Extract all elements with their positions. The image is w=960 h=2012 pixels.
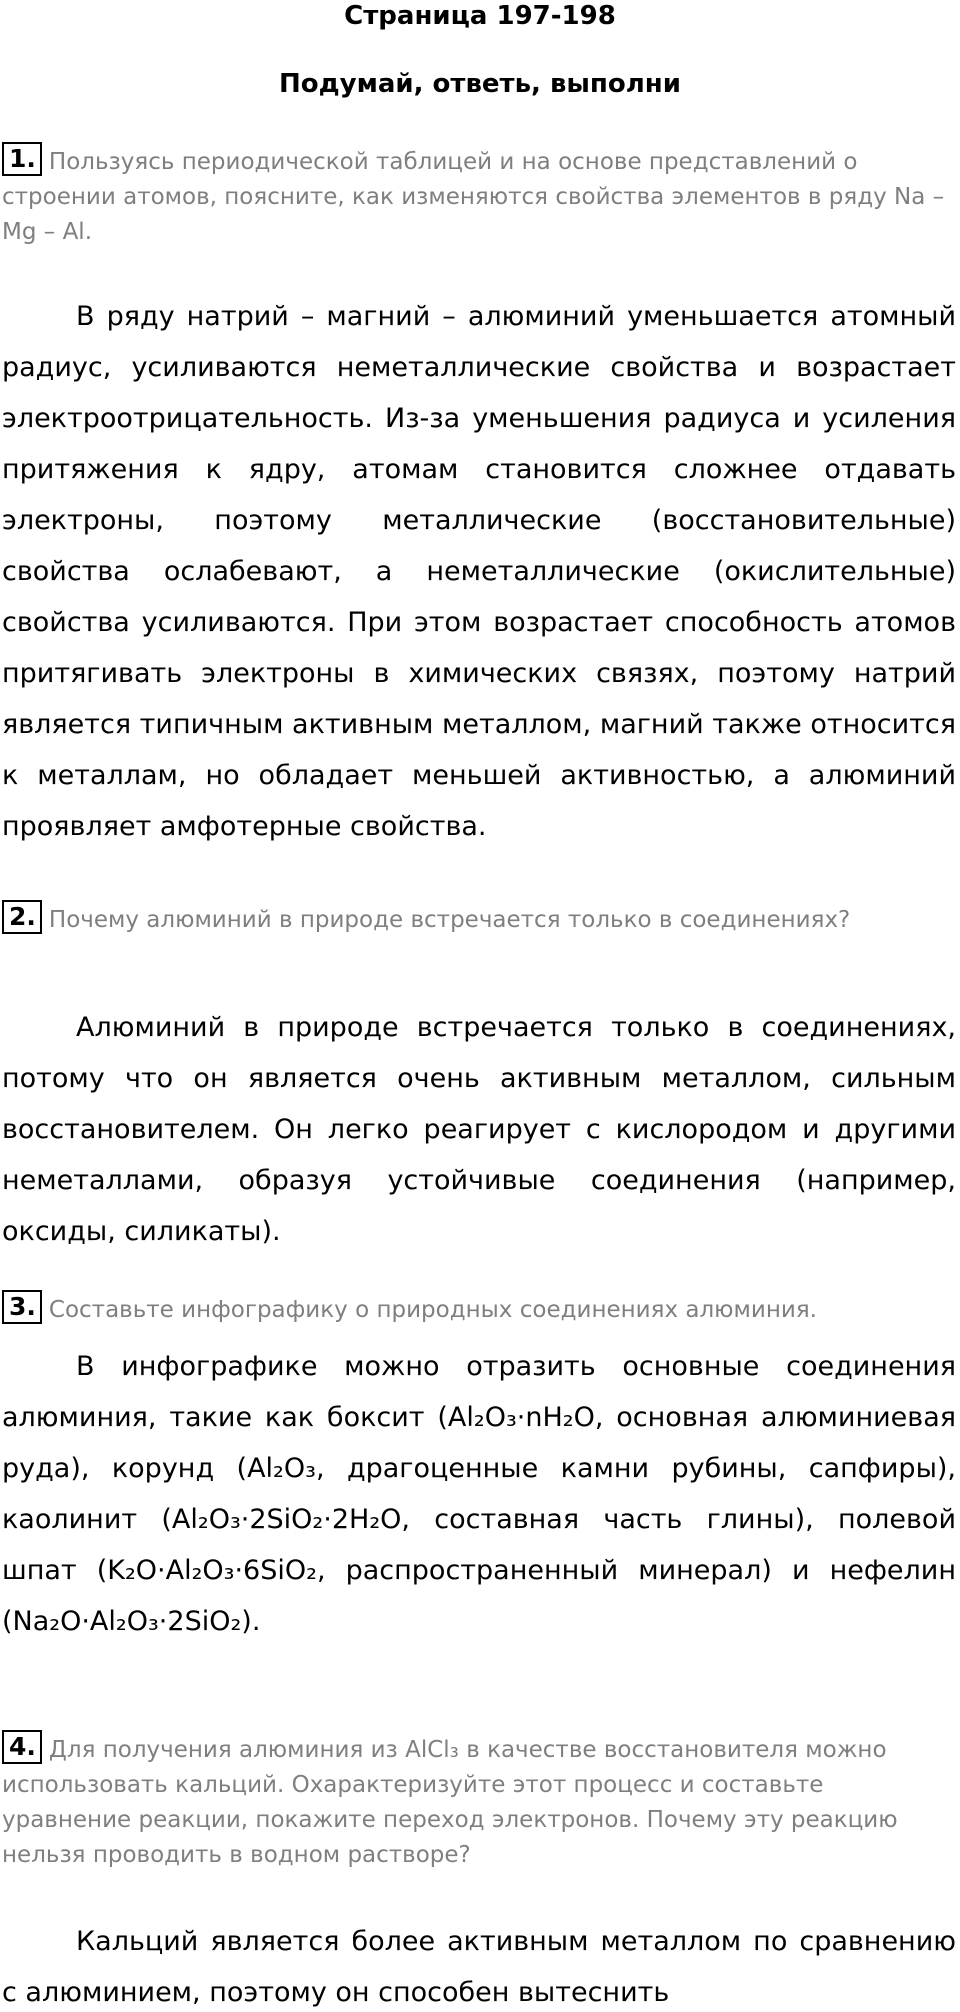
task-1-question-text: Пользуясь периодической таблицей и на основе представлений о строении атомов, поясните, как изменяются свойства элементов в ряду Na – Mg – Al. <box>2 149 945 245</box>
task-4-answer-text: Кальций является более активным металлом по сравнению с алюминием, поэтому он способен вытеснить <box>2 1926 956 2008</box>
task-3-answer <box>2 1341 956 1647</box>
task-2-question <box>2 900 956 938</box>
task-3-question-text: Составьте инфографику о природных соединениях алюминия. <box>48 1297 817 1323</box>
task-number-2: 2. <box>2 900 42 934</box>
task-3-question <box>2 1290 956 1328</box>
task-number-1: 1. <box>2 142 42 176</box>
task-2-question-text: Почему алюминий в природе встречается только в соединениях? <box>48 907 851 933</box>
task-number-3: 3. <box>2 1290 42 1324</box>
section-title: Подумай, ответь, выполни <box>279 69 681 99</box>
task-2-answer-text: Алюминий в природе встречается только в соединениях, потому что он является очень активным металлом, сильным восстановителем. Он легко реагирует с кислородом и другими неметаллами, образуя устойчивые соединения (например, оксиды, силикаты). <box>2 1012 956 1247</box>
task-2-answer <box>2 1002 956 1257</box>
task-1-answer-text: В ряду натрий – магний – алюминий уменьшается атомный радиус, усиливаются неметаллические свойства и возрастает электроотрицательность. Из-за уменьшения радиуса и усиления притяжения к ядру, атомам становится сложнее отдавать электроны, поэтому металлические (восстановительные) свойства ослабевают, а неметаллические (окислительные) свойства усиливаются. При этом возрастает способность атомов притягивать электроны в химических связях, поэтому натрий является типичным активным металлом, магний также относится к металлам, но обладает меньшей активностью, а алюминий проявляет амфотерные свойства. <box>2 301 956 842</box>
task-1-question <box>2 142 956 250</box>
task-number-4: 4. <box>2 1730 42 1764</box>
task-4-question-text: Для получения алюминия из AlCl₃ в качестве восстановителя можно использовать кальций. Охарактеризуйте этот процесс и составьте уравнение реакции, покажите переход электронов. Почему эту реакцию нельзя проводить в водном растворе? <box>2 1737 898 1868</box>
task-1-answer <box>2 291 956 852</box>
task-3-answer-text: В инфографике можно отразить основные соединения алюминия, такие как боксит (Al₂O₃·nH₂O, основная алюминиевая руда), корунд (Al₂O₃, драгоценные камни рубины, сапфиры), каолинит (Al₂O₃·2SiO₂·2H₂O, составная часть глины), полевой шпат (K₂O·Al₂O₃·6SiO₂, распространенный минерал) и нефелин (Na₂O·Al₂O₃·2SiO₂). <box>2 1351 956 1637</box>
task-4-answer <box>2 1916 956 2012</box>
task-4-question <box>2 1730 956 1873</box>
page-label: Страница 197-198 <box>344 1 616 31</box>
